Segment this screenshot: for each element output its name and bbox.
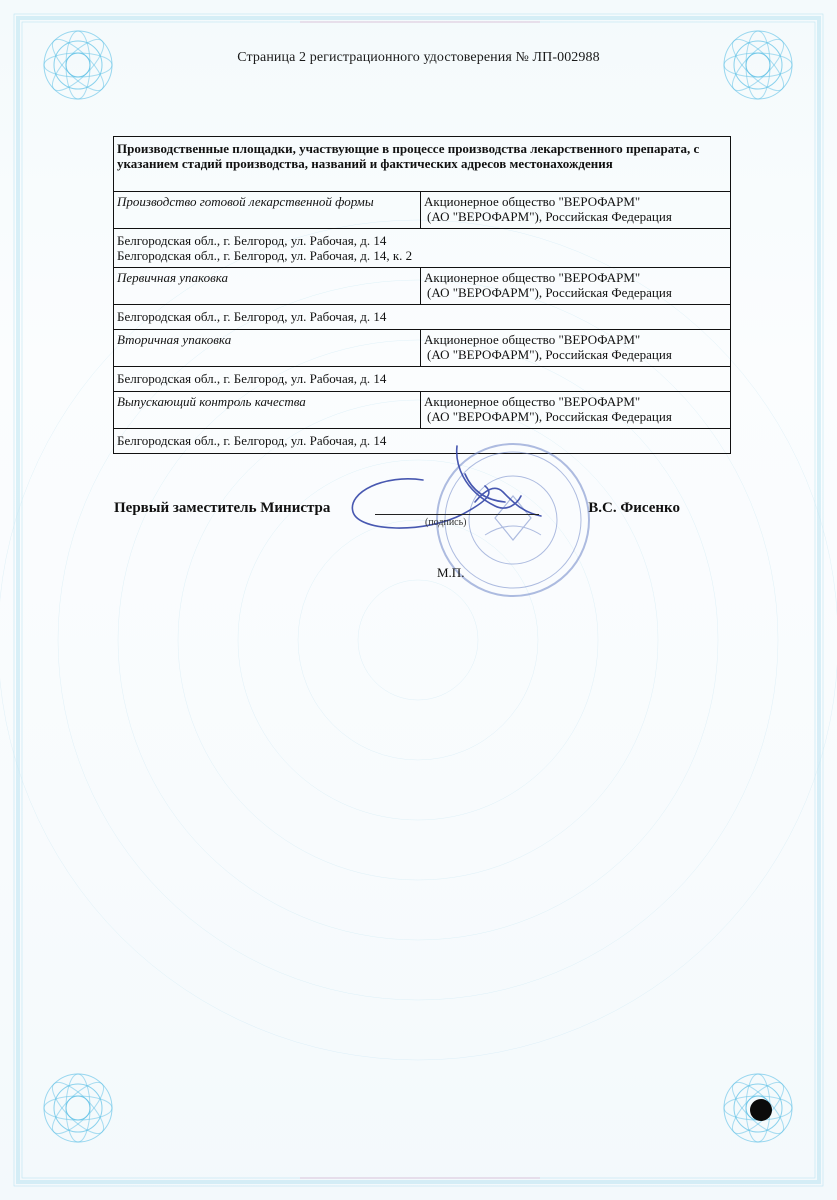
table-heading: Производственные площадки, участвующие в процессе производства лекарственного препарата, с указанием стадий производства, названий и фактических адресов местонахождения: [114, 137, 731, 192]
production-sites-table: [113, 136, 731, 454]
address-line: Белгородская обл., г. Белгород, ул. Рабочая, д. 14: [117, 371, 387, 386]
seal-place-label: М.П.: [437, 565, 465, 580]
organization-cell: [421, 268, 731, 305]
signatory-position: Первый заместитель Министра: [114, 500, 331, 516]
stage-cell: Выпускающий контроль качества: [114, 392, 421, 429]
organization-short-name: (АО "ВЕРОФАРМ"), Российская Федерация: [427, 209, 672, 224]
address-line: Белгородская обл., г. Белгород, ул. Рабочая, д. 14: [117, 233, 387, 248]
organization-cell: [421, 392, 731, 429]
table-row: [114, 192, 731, 229]
organization-short-name: (АО "ВЕРОФАРМ"), Российская Федерация: [427, 285, 672, 300]
stage-cell: Вторичная упаковка: [114, 330, 421, 367]
corner-rosette-bottom-left: [38, 1068, 118, 1148]
organization-name: Акционерное общество "ВЕРОФАРМ": [424, 270, 641, 285]
table-header-row: [114, 137, 731, 192]
organization-cell: [421, 330, 731, 367]
address-line: Белгородская обл., г. Белгород, ул. Рабочая, д. 14: [117, 309, 387, 324]
table-row: [114, 268, 731, 305]
address-line: Белгородская обл., г. Белгород, ул. Рабочая, д. 14, к. 2: [117, 248, 413, 263]
stage-cell: Производство готовой лекарственной формы: [114, 192, 421, 229]
signature-caption: (подпись): [425, 517, 467, 528]
address-row: [114, 229, 731, 268]
signatory-name: В.С. Фисенко: [588, 500, 680, 516]
address-line: Белгородская обл., г. Белгород, ул. Рабочая, д. 14: [117, 433, 387, 448]
organization-name: Акционерное общество "ВЕРОФАРМ": [424, 332, 641, 347]
organization-short-name: (АО "ВЕРОФАРМ"), Российская Федерация: [427, 409, 672, 424]
organization-short-name: (АО "ВЕРОФАРМ"), Российская Федерация: [427, 347, 672, 362]
address-cell: [114, 367, 731, 392]
table-row: [114, 330, 731, 367]
table-row: [114, 392, 731, 429]
address-cell: [114, 305, 731, 330]
organization-cell: [421, 192, 731, 229]
signature-block: [114, 500, 680, 520]
address-cell: [114, 229, 731, 268]
signature-line: [375, 514, 539, 515]
page-title: Страница 2 регистрационного удостоверения № ЛП-002988: [237, 50, 600, 65]
punch-hole: [750, 1099, 772, 1121]
organization-name: Акционерное общество "ВЕРОФАРМ": [424, 394, 641, 409]
address-row: [114, 305, 731, 330]
organization-name: Акционерное общество "ВЕРОФАРМ": [424, 194, 641, 209]
stage-cell: Первичная упаковка: [114, 268, 421, 305]
address-row: [114, 367, 731, 392]
